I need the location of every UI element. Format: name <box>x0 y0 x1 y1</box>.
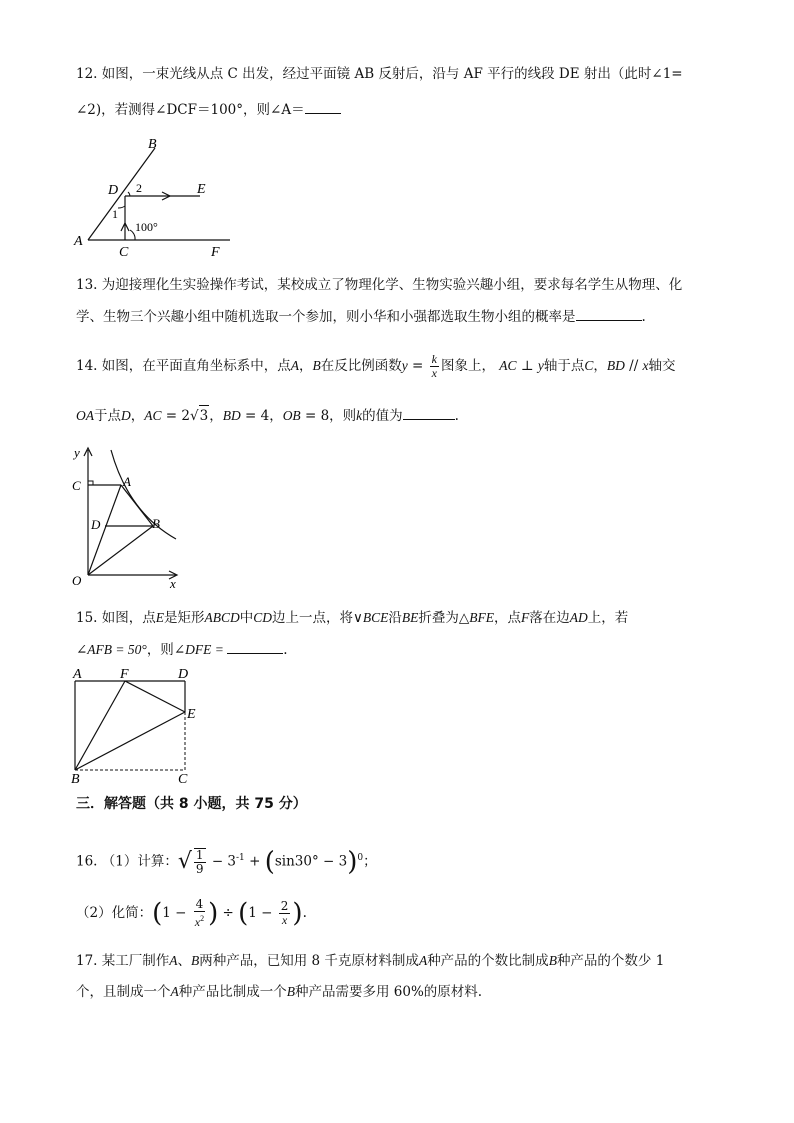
q15-ad: AD <box>569 610 588 625</box>
q15-t3: 边上一点，将 <box>272 610 354 626</box>
q17-l2-B: B <box>286 984 295 999</box>
q14-fig-O: O <box>72 573 82 588</box>
q14-l2-ob: OB <box>282 408 301 423</box>
q17-A: A <box>169 953 178 968</box>
q17-line2 <box>76 982 482 1002</box>
q16-rparen3: ) <box>292 898 303 929</box>
q15-fig-E: E <box>187 707 196 722</box>
q17-l2-t3: 种产品需要多用 60%的原材料. <box>295 984 483 1000</box>
q14-fig-A: A <box>123 474 131 489</box>
q14-l2-c4: ，则 <box>329 408 357 424</box>
q14-fig-x: x <box>170 576 176 591</box>
q16-4-over-x2 <box>193 898 206 929</box>
q15-be: BE <box>401 610 419 625</box>
q12-label-D: D <box>108 183 119 198</box>
q16-part1: 16. （1）计算：√ $\frac{1}{9}$ − $3^{-1} + (\sin 30^\circ - 3)^0$； <box>76 847 377 877</box>
q17-t5: 种产品的个数少 1 <box>556 953 665 969</box>
q12-line2-text: ∠2)，若测得∠DCF＝100°，则∠A＝ <box>76 102 305 118</box>
q14-sqrt3: 3 <box>199 405 210 426</box>
q12-label-A: A <box>74 234 83 249</box>
q17-l2-t1: 个，且制成一个 <box>76 984 171 1000</box>
q14-l2-D: D <box>121 408 131 423</box>
q16-semi: ； <box>363 853 377 870</box>
q14-fig-y: y <box>74 445 80 460</box>
q17-B: B <box>191 953 200 968</box>
q15-figure <box>66 664 206 788</box>
q16-lparen3: ( <box>238 898 249 929</box>
q14-oa: OA <box>76 408 94 423</box>
q16-rparen: ) <box>347 847 358 877</box>
q14-after: 图象上， <box>441 358 495 374</box>
q14-l2-bd: BD <box>222 408 241 423</box>
q14-l2-k: k <box>356 408 363 423</box>
q16-x2: x <box>281 913 288 927</box>
q14-l2-t2: 的值为 <box>362 408 403 424</box>
q15-l2-angle: ∠AFB = 50° <box>76 642 147 657</box>
q14-fig-C: C <box>72 478 81 493</box>
q16-p2: （2）化简： <box>76 905 153 921</box>
q16-neg1: -1 <box>236 853 245 863</box>
q12-line2 <box>76 99 341 120</box>
q14-fig-B: B <box>152 516 160 531</box>
q13-line1: 13. 为迎接理化生实验操作考试，某校成立了物理化学、生物实验兴趣小组，要求每名学生从物理、化 <box>76 277 683 293</box>
q15-E: E <box>155 610 165 625</box>
q13-end: . <box>641 309 646 325</box>
q14-mid: 在反比例函数 <box>320 358 402 374</box>
q14-l2-t1: 于点 <box>94 408 121 424</box>
q16-part2 <box>76 894 307 932</box>
q14-comma: ， <box>299 358 313 374</box>
q14-line1 <box>76 353 676 380</box>
q15-pre: 15. 如图，点 <box>76 610 156 626</box>
q15-fig-D: D <box>178 667 189 682</box>
q16-xx: x <box>194 915 201 929</box>
q16-one: 1 <box>195 848 204 862</box>
q12-label-100: 100° <box>135 220 158 234</box>
q16-four: 4 <box>195 897 204 911</box>
q14-C: C <box>584 358 594 373</box>
q14-l2-c1: ， <box>130 408 145 424</box>
q14-x: x <box>431 366 437 380</box>
q14-end: . <box>454 408 459 424</box>
q16-rparen2: ) <box>208 898 219 929</box>
q12-line1: 12. 如图，一束光线从点 C 出发，经过平面镜 AB 反射后，沿与 AF 平行的线段 DE 射出（此时∠1= <box>76 66 683 82</box>
q15-fig-C: C <box>178 772 188 787</box>
q12-figure <box>70 130 240 265</box>
section-3-title: 三．解答题（共 8 小题，共 75 分） <box>76 796 307 812</box>
q16-sin: sin30° − 3 <box>274 853 348 870</box>
q15-t2: 中 <box>239 610 254 626</box>
q15-fig-B: B <box>71 772 80 787</box>
q14-xaxis: x <box>642 358 649 373</box>
q14-B: B <box>312 358 321 373</box>
q14-l2-eq3: = 8 <box>300 408 330 424</box>
q16-onem: 1 − <box>162 905 191 921</box>
q15-t7: 落在边 <box>529 610 570 626</box>
q16-onem2: 1 − <box>248 905 277 921</box>
q12-label-2: 2 <box>136 181 142 195</box>
q17-t2: 、 <box>177 953 192 969</box>
q14-par: // <box>624 358 643 374</box>
q12-label-C: C <box>119 245 129 260</box>
q15-fig-A: A <box>73 667 82 682</box>
q14-line2: OA于点D，AC = 2√3，BD = 4，OB = 8，则k的值为 . <box>76 405 459 426</box>
q17-l2-A: A <box>170 984 179 999</box>
q17-l2-t2: 种产品比制成一个 <box>178 984 287 1000</box>
q15-t1: 是矩形 <box>164 610 205 626</box>
q14-k: k <box>431 352 437 366</box>
q12-label-B: B <box>148 137 157 152</box>
q16-2-over-x <box>279 900 291 927</box>
q14-l2-eq2: = 4 <box>240 408 270 424</box>
q15-F: F <box>521 610 530 625</box>
q16-nine: 9 <box>195 862 204 876</box>
q15-t5: 折叠为 <box>418 610 459 626</box>
q13-line2 <box>76 306 646 327</box>
q13-line2-text: 学、生物三个兴趣小组中随机选取一个参加，则小华和小强都选取生物小组的概率是 <box>76 309 576 325</box>
q14-fig-D: D <box>91 517 101 532</box>
q16-div: ÷ <box>218 905 239 921</box>
q14-t2: ， <box>593 358 607 374</box>
q14-figure <box>68 442 188 592</box>
q14-yaxis: y <box>537 358 544 373</box>
q12-label-1: 1 <box>112 207 118 221</box>
q15-t4: 沿 <box>388 610 402 626</box>
q16-sq: 2 <box>200 914 205 923</box>
q15-end: . <box>283 642 288 658</box>
q15-line2 <box>76 639 288 660</box>
q16-zero: 0 <box>357 853 364 863</box>
q17-t1: 17. 某工厂制作 <box>76 953 170 969</box>
q14-bd: BD <box>606 358 625 373</box>
q17-B2: B <box>548 953 557 968</box>
q14-l2-eq1: = 2 <box>161 408 190 424</box>
q14-l2-ac: AC <box>144 408 162 423</box>
q16-xx-wrap <box>193 912 206 929</box>
q15-l2-dfe: ∠DFE = <box>173 642 228 657</box>
q12-label-F: F <box>211 245 220 260</box>
q15-t6: ，点 <box>494 610 522 626</box>
q15-fig-F: F <box>120 667 129 682</box>
q15-answer-blank <box>227 639 283 654</box>
q14-eq: = <box>407 358 428 374</box>
q14-y: y <box>401 358 408 373</box>
q15-abcd: ABCD <box>204 610 240 625</box>
q16-p1: 16. （1）计算： <box>76 853 178 870</box>
q16-lparen2: ( <box>152 898 163 929</box>
q14-perp: ⊥ <box>516 358 538 374</box>
q16-two: 2 <box>280 899 289 913</box>
q17-line1 <box>76 951 664 971</box>
q15-tri1: ∨BCE <box>353 610 389 625</box>
q14-l2-c3: ， <box>269 408 283 424</box>
q15-line1 <box>76 608 628 628</box>
q14-ac: AC <box>499 358 517 373</box>
q14-l2-c2: ， <box>209 408 223 424</box>
q12-answer-blank <box>305 99 341 114</box>
q16-minus3: − 3 <box>207 853 237 870</box>
q15-cd: CD <box>253 610 273 625</box>
q15-tri2: △BFE <box>458 610 495 625</box>
q16-plus: + <box>244 853 265 870</box>
q14-pre: 14. 如图，在平面直角坐标系中，点 <box>76 358 291 374</box>
q15-l2-t1: ，则 <box>146 642 174 658</box>
q14-answer-blank <box>403 405 455 420</box>
q16-one-ninth <box>194 848 206 876</box>
q14-t3: 轴交 <box>648 358 676 374</box>
q16-lparen: ( <box>264 847 275 877</box>
q16-end: . <box>302 905 307 921</box>
q15-t8: 上，若 <box>587 610 629 626</box>
q17-t3: 两种产品，已知用 8 千克原材料制成 <box>199 953 419 969</box>
q12-label-E: E <box>197 182 206 197</box>
q13-answer-blank <box>576 306 642 321</box>
q17-t4: 种产品的个数比制成 <box>427 953 549 969</box>
q17-A2: A <box>418 953 428 968</box>
q14-A: A <box>290 358 300 373</box>
q14-t1: 轴于点 <box>543 358 585 374</box>
q14-k-over-x <box>430 353 439 380</box>
